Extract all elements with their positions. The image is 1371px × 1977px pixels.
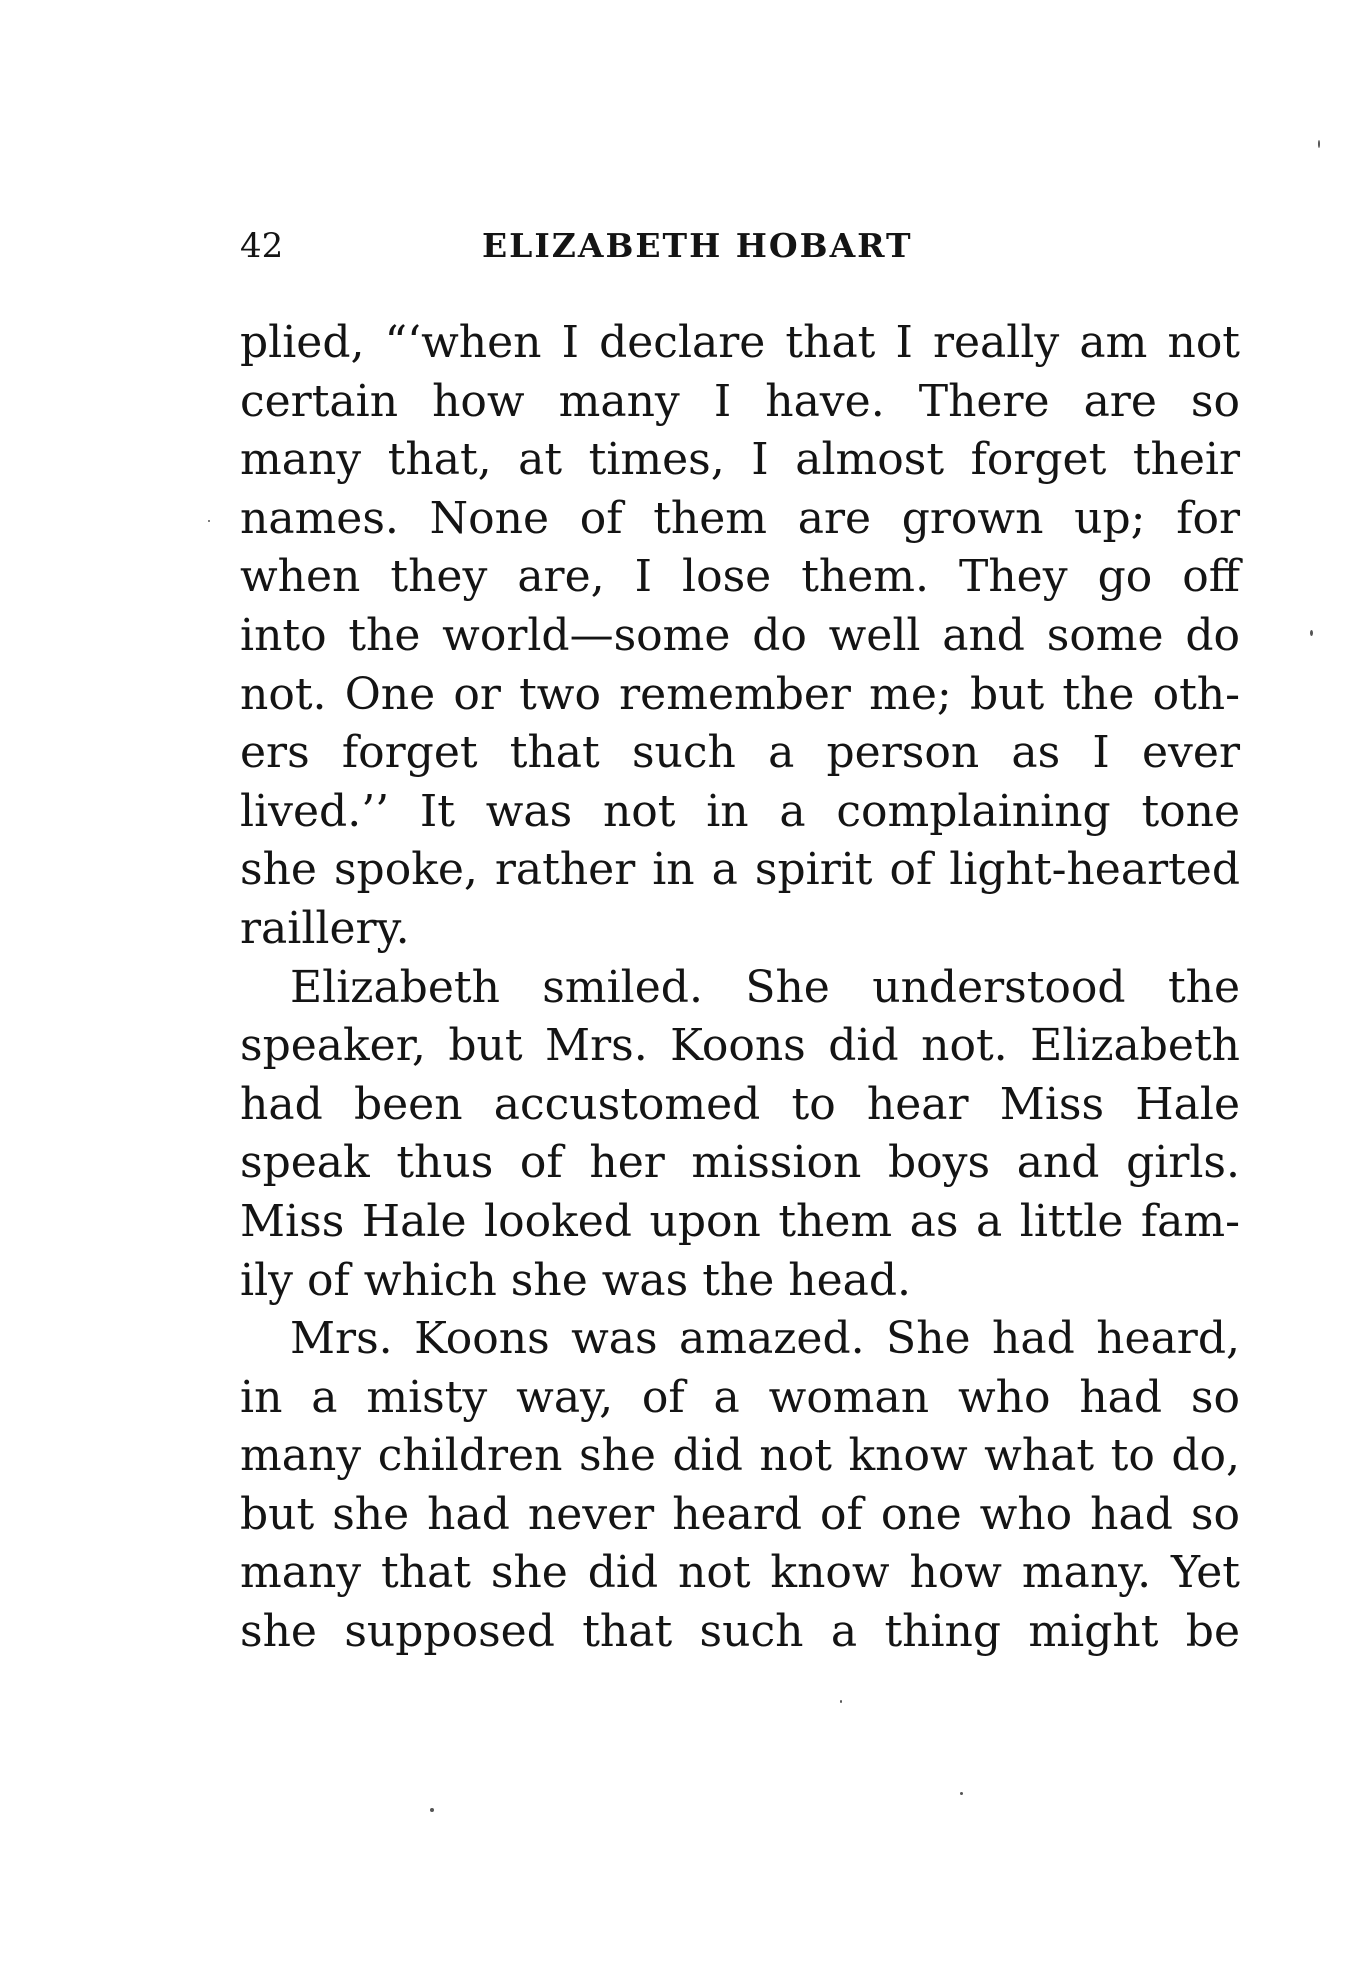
text-line: plied, “‘when I declare that I really am not	[240, 317, 1240, 368]
text-line: into the world—some do well and some do	[240, 609, 1240, 661]
text-line: many children she did not know what to do,	[240, 1430, 1240, 1482]
body-text	[240, 314, 1240, 1662]
scan-speck	[208, 520, 210, 522]
text-line: when they are, I lose them. They go off	[240, 551, 1240, 603]
text-line: in a misty way, of a woman who had so	[240, 1371, 1240, 1423]
page-number: 42	[240, 226, 284, 266]
text-line: names. None of them are grown up; for	[240, 492, 1240, 544]
text-line: speak thus of her mission boys and girls.	[240, 1137, 1240, 1189]
text-line: but she had never heard of one who had so	[240, 1488, 1240, 1540]
text-line: had been accustomed to hear Miss Hale	[240, 1078, 1240, 1130]
scan-speck	[960, 1792, 963, 1795]
text-line: ily of which she was the head.	[240, 1254, 911, 1306]
text-line: certain how many I have. There are so	[240, 375, 1240, 427]
text-line: Mrs. Koons was amazed. She had heard,	[290, 1313, 1240, 1365]
text-line: Elizabeth smiled. She understood the	[290, 961, 1240, 1013]
scan-speck	[430, 1808, 434, 1812]
text-line: ers forget that such a person as I ever	[240, 727, 1240, 779]
text-line: not. One or two remember me; but the oth-	[240, 668, 1240, 720]
text-line: she supposed that such a thing might be	[240, 1606, 1240, 1658]
running-title: ELIZABETH HOBART	[482, 226, 913, 265]
text-line: many that, at times, I almost forget their	[240, 434, 1240, 486]
text-line: many that she did not know how many. Yet	[240, 1547, 1240, 1599]
text-line: she spoke, rather in a spirit of light-hearted	[240, 844, 1240, 896]
text-line: raillery.	[240, 902, 410, 954]
text-line: speaker, but Mrs. Koons did not. Elizabeth	[240, 1020, 1240, 1072]
scan-speck	[1318, 140, 1320, 148]
text-line: lived.’’ It was not in a complaining tone	[240, 785, 1240, 837]
scan-speck	[840, 1700, 842, 1703]
text-line: Miss Hale looked upon them as a little fam-	[240, 1195, 1240, 1247]
running-head	[240, 218, 1232, 274]
scan-speck	[1310, 630, 1313, 636]
